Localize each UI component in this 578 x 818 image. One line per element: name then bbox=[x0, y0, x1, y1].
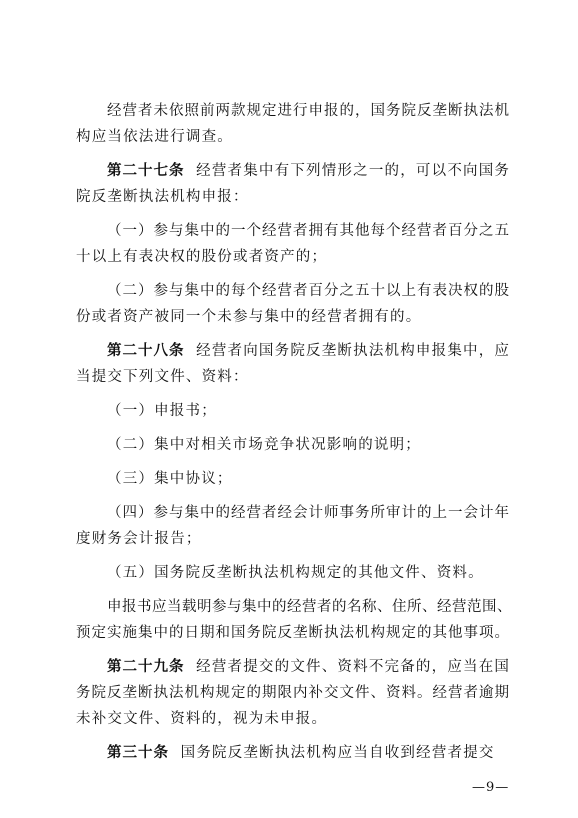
list-item-line: （二）集中对相关市场竞争状况影响的说明； bbox=[107, 437, 421, 453]
article-27: 第二十七条 经营者集中有下列情形之一的，可以不向国务 bbox=[107, 163, 511, 179]
article-30: 第三十条 国务院反垄断执法机构应当自收到经营者提交 bbox=[107, 745, 495, 761]
paragraph-line: 经营者未依照前两款规定进行申报的，国务院反垄断执法机 bbox=[107, 103, 510, 119]
list-item-line: （五）国务院反垄断执法机构规定的其他文件、资料。 bbox=[107, 565, 484, 581]
paragraph-line: 度财务会计报告； bbox=[76, 531, 202, 547]
list-item-line: （二）参与集中的每个经营者百分之五十以上有表决权的股 bbox=[107, 283, 510, 299]
list-item-line: （一）参与集中的一个经营者拥有其他每个经营者百分之五 bbox=[107, 223, 510, 239]
paragraph-line: 十以上有表决权的股份或者资产的； bbox=[76, 249, 328, 265]
article-28: 第二十八条 经营者向国务院反垄断执法机构申报集中，应 bbox=[107, 343, 511, 359]
list-item-line: （四）参与集中的经营者经会计师事务所审计的上一会计年 bbox=[107, 505, 510, 521]
article-heading: 第二十七条 bbox=[107, 163, 185, 179]
article-heading: 第二十八条 bbox=[107, 343, 185, 359]
paragraph-line: 构应当依法进行调查。 bbox=[76, 129, 233, 145]
list-item-line: （一）申报书； bbox=[107, 403, 217, 419]
paragraph-line: 未补交文件、资料的，视为未申报。 bbox=[76, 711, 328, 727]
paragraph-line: 申报书应当载明参与集中的经营者的名称、住所、经营范围、 bbox=[107, 599, 512, 615]
article-29: 第二十九条 经营者提交的文件、资料不完备的，应当在国 bbox=[107, 659, 511, 675]
paragraph-line: 份或者资产被同一个未参与集中的经营者拥有的。 bbox=[76, 309, 422, 325]
paragraph-line: 当提交下列文件、资料： bbox=[76, 369, 249, 385]
paragraph-line: 务院反垄断执法机构规定的期限内补交文件、资料。经营者逾期 bbox=[76, 685, 510, 701]
article-heading: 第二十九条 bbox=[107, 659, 185, 675]
list-item-line: （三）集中协议； bbox=[107, 471, 233, 487]
page-number: —9— bbox=[472, 780, 510, 795]
paragraph-line: 院反垄断执法机构申报： bbox=[76, 189, 249, 205]
article-heading: 第三十条 bbox=[107, 745, 169, 761]
paragraph-line: 预定实施集中的日期和国务院反垄断执法机构规定的其他事项。 bbox=[76, 625, 510, 641]
